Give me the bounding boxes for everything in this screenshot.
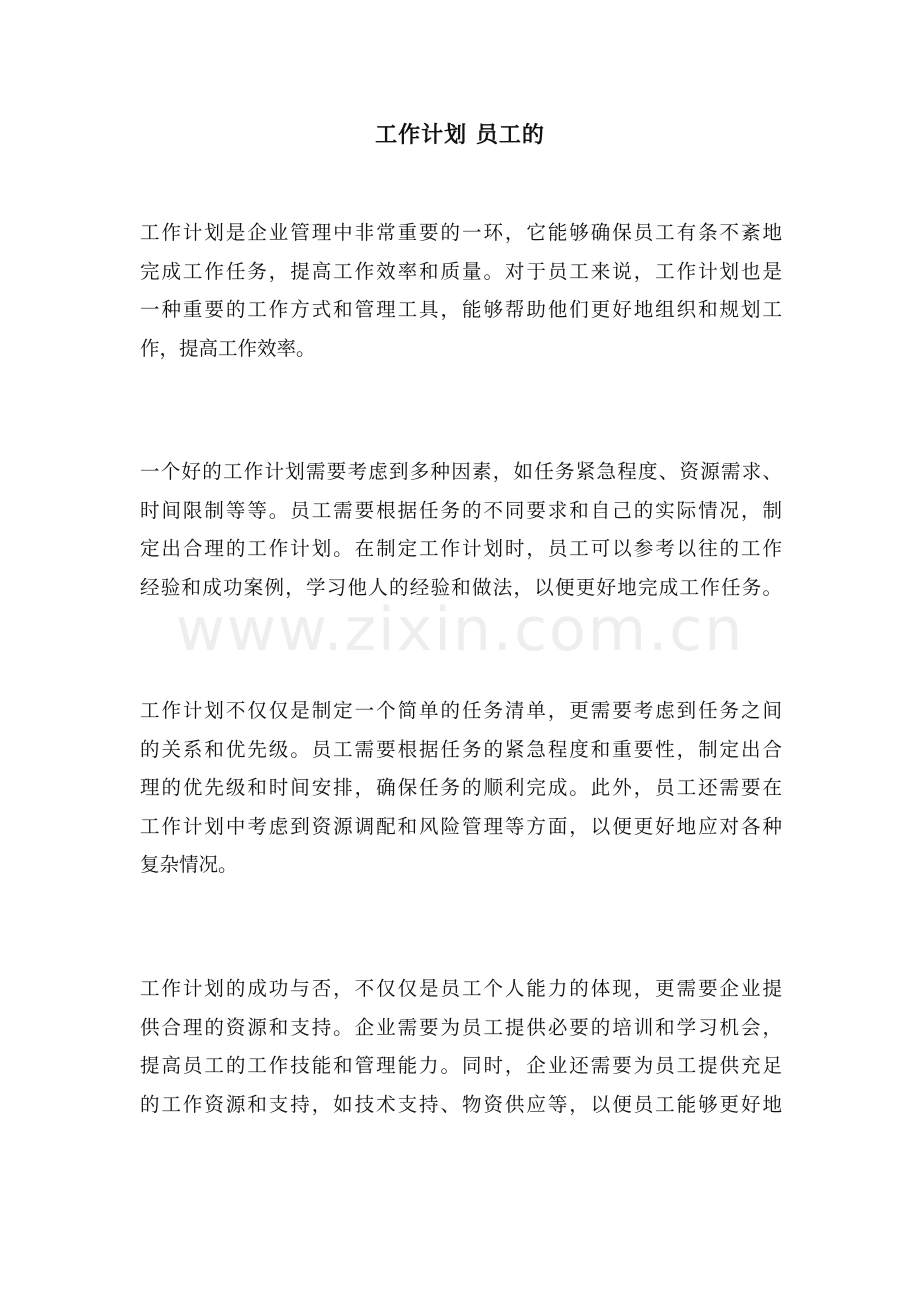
paragraph-line: 复杂情况。 — [140, 853, 238, 876]
paragraph-3 — [140, 692, 782, 885]
paragraph-line: 经验和成功案例，学习他人的经验和做法，以便更好地完成工作任务。 — [140, 575, 782, 599]
document-title: 工作计划 员工的 — [375, 122, 545, 148]
paragraph-line: 理的优先级和时间安排，确保任务的顺利完成。此外，员工还需要在 — [140, 776, 782, 799]
paragraph-line: 工作计划不仅仅是制定一个简单的任务清单，更需要考虑到任务之间 — [140, 699, 782, 722]
paragraph-line: 供合理的资源和支持。企业需要为员工提供必要的培训和学习机会， — [140, 1015, 782, 1039]
paragraph-line: 的工作资源和支持，如技术支持、物资供应等，以便员工能够更好地 — [140, 1092, 782, 1116]
paragraph-line: 工作计划的成功与否，不仅仅是员工个人能力的体现，更需要企业提 — [140, 977, 782, 1000]
paragraph-line: 工作计划是企业管理中非常重要的一环，它能够确保员工有条不紊地 — [140, 221, 782, 244]
watermark: www.zixin.com.cn — [175, 595, 745, 665]
paragraph-4 — [140, 970, 782, 1124]
paragraph-line: 一个好的工作计划需要考虑到多种因素，如任务紧急程度、资源需求、 — [140, 460, 782, 483]
paragraph-line: 完成工作任务，提高工作效率和质量。对于员工来说，工作计划也是 — [140, 259, 782, 283]
paragraph-2 — [140, 453, 782, 607]
paragraph-line: 时间限制等等。员工需要根据任务的不同要求和自己的实际情况，制 — [140, 498, 782, 522]
paragraph-line: 定出合理的工作计划。在制定工作计划时，员工可以参考以往的工作 — [140, 537, 782, 560]
paragraph-line: 一种重要的工作方式和管理工具，能够帮助他们更好地组织和规划工 — [140, 298, 782, 321]
paragraph-line: 工作计划中考虑到资源调配和风险管理等方面，以便更好地应对各种 — [140, 814, 782, 838]
paragraph-line: 的关系和优先级。员工需要根据任务的紧急程度和重要性，制定出合 — [140, 737, 782, 761]
paragraph-1 — [140, 214, 782, 368]
paragraph-line: 作，提高工作效率。 — [140, 336, 316, 360]
paragraph-line: 提高员工的工作技能和管理能力。同时，企业还需要为员工提供充足 — [140, 1054, 782, 1077]
